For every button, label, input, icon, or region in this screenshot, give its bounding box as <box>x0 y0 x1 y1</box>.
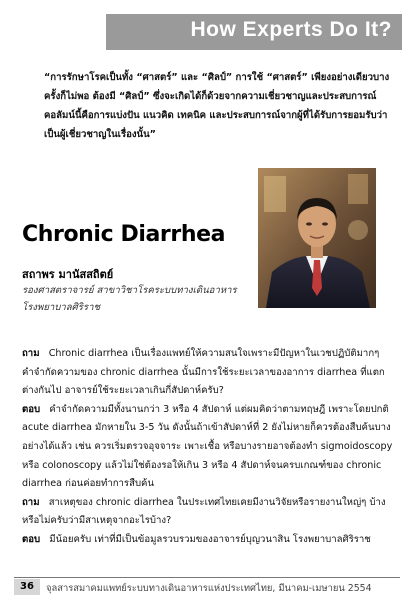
qa-section <box>22 345 394 550</box>
author-position: รองศาสตราจารย์ สาขาวิชาโรคระบบทางเดินอาหาร <box>22 285 237 296</box>
qa-question <box>22 345 394 401</box>
section-title: How Experts Do It? <box>190 18 392 41</box>
journal-citation: จุลสารสมาคมแพทย์ระบบทางเดินอาหารแห่งประเทศไทย, มีนาคม-เมษายน 2554 <box>46 583 372 594</box>
author-name: สถาพร มานัสสถิตย์ <box>22 268 114 281</box>
page-footer <box>0 575 414 600</box>
author-portrait <box>258 168 376 308</box>
qa-text: มีน้อยครับ เท่าที่มีเป็นข้อมูลรวบรวมของอาจารย์บุญวนาสิน โรงพยาบาลศิริราช <box>49 533 371 545</box>
qa-label: ตอบ <box>22 533 41 545</box>
qa-answer <box>22 401 394 494</box>
qa-text: Chronic diarrhea เป็นเรื่องแพทย์ให้ความสนใจเพราะมีปัญหาในเวชปฏิบัติมากๆ คำจำกัดความของ chronic diarrhea นั้นมีการใช้ระยะเวลาของอาการ diarrhea ที่แตกต่างกันไป อาจารย์ใช้ระยะเวลาเกินกี่สัปดาห์ครับ? <box>22 348 385 397</box>
section-banner <box>106 14 402 50</box>
footer-divider <box>14 577 400 578</box>
qa-text: สาเหตุของ chronic diarrhea ในประเทศไทยเคยมีงานวิจัยหรือรายงานใหญ่ๆ บ้างหรือไม่ครับว่ามีสาเหตุจากอะไรบ้าง? <box>22 496 386 527</box>
qa-answer <box>22 531 394 550</box>
qa-label: ถาม <box>22 496 40 508</box>
column-intro-quote: “การรักษาโรคเป็นทั้ง “ศาสตร์” และ “ศิลป์” การใช้ “ศาสตร์” เพียงอย่างเดียวบางครั้งก็ไม่พอ ต้องมี “ศิลป์” ซึ่งจะเกิดได้ก็ด้วยจากความเชี่ยวชาญและประสบการณ์ คอลัมน์นี้คือการแบ่งปัน แนวคิด เทคนิค และประสบการณ์จากผู้ที่ได้รับการยอมรับว่าเป็นผู้เชี่ยวชาญในเรื่องนั้น” <box>44 72 390 140</box>
article-title: Chronic Diarrhea <box>22 222 226 247</box>
qa-label: ถาม <box>22 348 40 359</box>
portrait-illustration <box>258 168 376 308</box>
qa-text: คำจำกัดความมีทั้งนานกว่า 3 หรือ 4 สัปดาห์ แต่ผมคิดว่าตามทฤษฎี เพราะโดยปกติ acute diarrhea มักหายใน 3-5 วัน ดังนั้นถ้าเข้าสัปดาห์ที่ 2 ยังไม่หายก็ควรต้องสืบค้นบางอย่างได้แล้ว เช่น ควรเริ่มตรวจอุจจาระ เพาะเชื้อ หรือบางรายอาจต้องทำ sigmoidoscopy หรือ colonoscopy แล้วไม่ใช่ต้องรอให้เกิน 3 หรือ 4 สัปดาห์จนครบเกณฑ์ของ chronic diarrhea ก่อนค่อยทำการสืบค้น <box>22 403 393 490</box>
page-number: 36 <box>14 579 40 595</box>
qa-label: ตอบ <box>22 403 41 415</box>
author-hospital: โรงพยาบาลศิริราช <box>22 302 100 313</box>
qa-question <box>22 494 394 531</box>
